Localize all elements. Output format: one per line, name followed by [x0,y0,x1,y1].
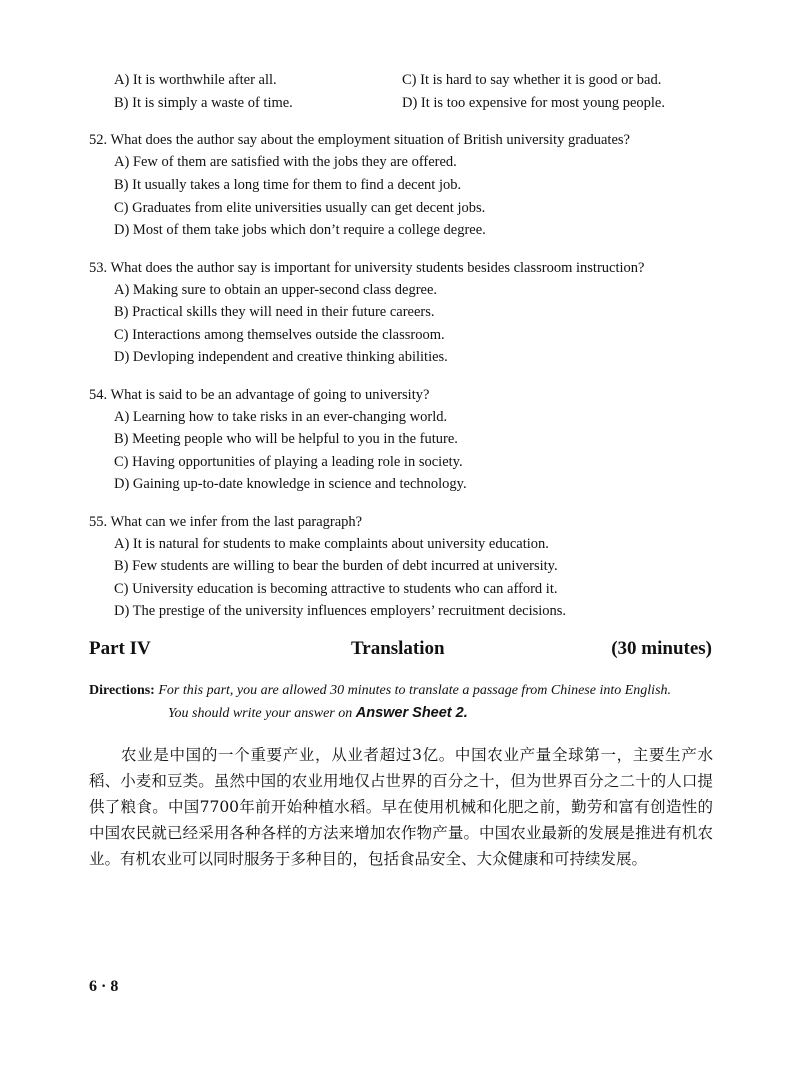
translation-passage: 农业是中国的一个重要产业，从业者超过3亿。中国农业产量全球第一，主要生产水稻、小麦和豆类。虽然中国的农业用地仅占世界的百分之十，但为世界百分之二十的人口提供了粮食。中国7700年前开始种植水稻。早在使用机械和化肥之前，勤劳和富有创造性的中国农民就已经采用各种各样的方法来增加农作物产量。中国农业最新的发展是推进有机农业。有机农业可以同时服务于多种目的，包括食品安全、大众健康和可持续发展。 [89,746,713,868]
q51-option-b: B) It is simply a waste of time. [114,95,293,111]
q53-option-c: C) Interactions among themselves outside the classroom. [114,327,445,343]
directions-line1: For this part, you are allowed 30 minutes to translate a passage from Chinese into English. [158,683,672,698]
q54-stem: 54. What is said to be an advantage of going to university? [89,387,430,403]
q52-option-b: B) It usually takes a long time for them to find a decent job. [114,177,462,193]
q54-option-a: A) Learning how to take risks in an ever-changing world. [114,409,448,425]
part-title: Translation [351,638,445,659]
part-label: Part IV [89,638,151,659]
q55-option-d: D) The prestige of the university influences employers’ recruitment decisions. [114,603,567,619]
q55-option-b: B) Few students are willing to bear the burden of debt incurred at university. [114,558,558,574]
directions-label: Directions: [89,683,155,698]
q55-option-a: A) It is natural for students to make complaints about university education. [114,536,549,552]
directions-line2-prefix: You should write your answer on [168,706,356,721]
q51-option-d: D) It is too expensive for most young people. [402,95,665,111]
q52-stem: 52. What does the author say about the employment situation of British university graduates? [89,132,630,148]
q51-option-a: A) It is worthwhile after all. [114,72,277,88]
part-header [89,638,712,664]
q54-option-b: B) Meeting people who will be helpful to you in the future. [114,431,458,447]
q52-option-d: D) Most of them take jobs which don’t require a college degree. [114,222,486,238]
q55-option-c: C) University education is becoming attractive to students who can afford it. [114,581,558,597]
page-number: 6 · 8 [89,978,119,995]
directions [89,680,671,702]
q53-option-b: B) Practical skills they will need in their future careers. [114,304,435,320]
q53-option-d: D) Devloping independent and creative thinking abilities. [114,349,448,365]
q51-option-c: C) It is hard to say whether it is good or bad. [402,72,662,88]
q54-option-d: D) Gaining up-to-date knowledge in science and technology. [114,476,467,492]
directions-line2 [168,702,468,725]
q55-stem: 55. What can we infer from the last paragraph? [89,514,363,530]
q52-option-a: A) Few of them are satisfied with the jobs they are offered. [114,154,457,170]
q52-option-c: C) Graduates from elite universities usually can get decent jobs. [114,200,486,216]
q54-option-c: C) Having opportunities of playing a leading role in society. [114,454,463,470]
q53-option-a: A) Making sure to obtain an upper-second class degree. [114,282,438,298]
answer-sheet-emphasis: Answer Sheet 2. [355,705,468,721]
q53-stem: 53. What does the author say is important for university students besides classroom instruction? [89,260,645,276]
part-time: (30 minutes) [611,638,712,659]
